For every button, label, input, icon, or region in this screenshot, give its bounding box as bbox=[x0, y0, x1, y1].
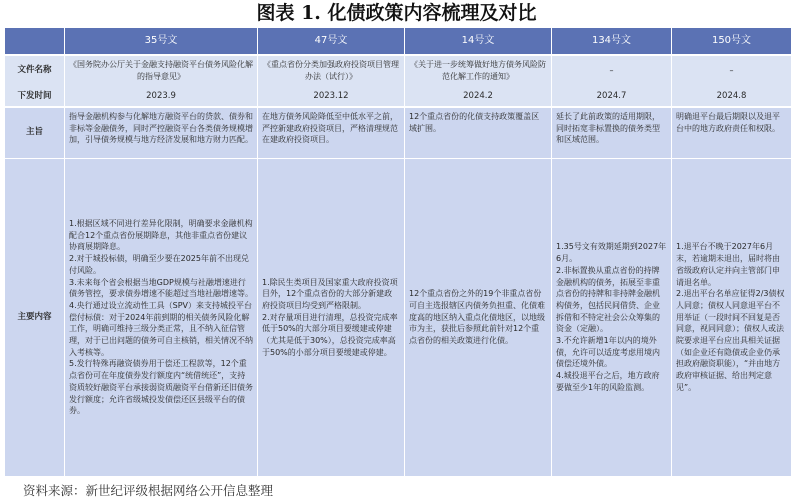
table-cell: 2023.9 bbox=[65, 86, 258, 106]
policy-comparison-table bbox=[5, 28, 791, 476]
table-row-purpose bbox=[5, 108, 791, 158]
table-cell: 2023.12 bbox=[258, 86, 405, 106]
header-col-134: 134号文 bbox=[552, 28, 672, 54]
table-cell: 《国务院办公厅关于金融支持融资平台债务风险化解的指导意见》 bbox=[65, 56, 258, 86]
table-header-row bbox=[5, 28, 791, 54]
header-col-150: 150号文 bbox=[711, 35, 752, 46]
header-col-14: 14号文 bbox=[405, 28, 552, 54]
table-cell: 2024.2 bbox=[405, 86, 552, 106]
table-cell: 指导金融机构参与化解地方融资平台的贷款、债券和非标等金融债务，同时严控融资平台各类债务规模增加，引导债务规模与地方经济发展和地方财力匹配。 bbox=[65, 108, 258, 158]
table-cell: 12个重点省份的化债支持政策覆盖区域扩围。 bbox=[405, 108, 552, 158]
table-cell: 在地方债务风险降低至中低水平之前，严控新建政府投资项目，严格清理规范在建政府投资项目。 bbox=[258, 108, 405, 158]
table-row-main-content bbox=[5, 159, 791, 476]
table-cell: 1.35号文有效期延期到2027年6月。 2.非标置换从重点省份的持牌金融机构的债务，拓展至非重点省份的持牌和非持牌金融机构债务，包括民间借贷、企业拆借和不特定社会公众筹集的资金（定融）。 3.不允许新增1年以内的境外债，允许可以适度考虑用境内债偿还境外债。 4.城投退平台之后，地方政府要做至少1年的风险监测。 bbox=[552, 159, 672, 476]
header-col-35: 35号文 bbox=[65, 28, 258, 54]
source-note: 资料来源：新世纪评级根据网络公开信息整理 bbox=[23, 483, 274, 498]
table-cell: 12个重点省份之外的19个非重点省份可自主选报辖区内债务负担重、化债难度高的地区纳入重点化债地区，以地级市为主，获批后参照此前针对12个重点省份的相关政策进行化债。 bbox=[405, 159, 552, 476]
table-cell: 1.除民生类项目及国家重大政府投资项目外，12个重点省份的大部分新建政府投资项目均受到严格限制。 2.对存量项目进行清理，总投资完成率低于50%的大部分项目要缓建或停建（尤其是低于30%），总投资完成率高于50%的小部分项目要缓建或停建。 bbox=[258, 159, 405, 476]
table-cell: 2024.8 bbox=[672, 86, 791, 106]
table-cell: – bbox=[552, 56, 672, 86]
table-cell: – bbox=[672, 56, 791, 86]
row-label: 主旨 bbox=[5, 108, 65, 158]
table-row-document-name bbox=[5, 56, 791, 86]
table-cell: 《关于进一步统筹做好地方债务风险防范化解工作的通知》 bbox=[405, 56, 552, 86]
table-cell: 1.退平台不晚于2027年6月末，若逾期未退出，届时将由省级政府认定并向主管部门申请退名单。 2.退出平台名单应征得2/3债权人同意；债权人同意退平台不用举证（一段时间不回复是否同意，视同同意）；债权人或法院要求退平台应出具相关证据（如企业还有隐债或企业仍承担政府融资职能），“并由地方政府审核证据、给出判定意见”。 bbox=[672, 159, 791, 476]
figure-title: 图表 1. 化债政策内容梳理及对比 bbox=[256, 2, 537, 24]
header-col-47: 47号文 bbox=[258, 28, 405, 54]
table-cell: 《重点省份分类加强政府投资项目管理办法（试行）》 bbox=[258, 56, 405, 86]
table-cell: 延长了此前政策的适用期限，同时拓宽非标置换的债务类型和区域范围。 bbox=[552, 108, 672, 158]
row-label: 文件名称 bbox=[5, 56, 65, 86]
header-corner bbox=[5, 28, 65, 54]
table-row-issue-date bbox=[5, 86, 791, 106]
table-cell: 2024.7 bbox=[552, 86, 672, 106]
row-label: 主要内容 bbox=[5, 159, 65, 476]
table-cell: 1.根据区域不同进行差异化限制，明确要求金融机构配合12个重点省份展期降息，其他非重点省份建议协商展期降息。 2.对于城投标债，明确至少要在2025年前不出现兑付风险。 3.未来每个省会根据当地GDP规模与社融增速进行债务管控，要求债券增速不能超过当地社融增速等。 4.央行通过设立流动性工具（SPV）来支持城投平台偿付标债：对于2024年前到期的相关债务风险化解工作，明确可维持三级分类正常，且不纳入征信管理，对于已出问题的债务可自主核销，相关情况不纳入考核等。 5.发行特殊再融资债券用于偿还工程款等，12个重点省份可在年度债券发行额度内“统借统还”，支持资质较好融资平台承接弱资质融资平台借新还旧债务发行额度；允许省级城投发债偿还区县级平台的债券。 bbox=[65, 159, 258, 476]
row-label: 下发时间 bbox=[5, 86, 65, 106]
table-cell: 明确退平台最后期限以及退平台中的地方政府责任和权限。 bbox=[672, 108, 791, 158]
